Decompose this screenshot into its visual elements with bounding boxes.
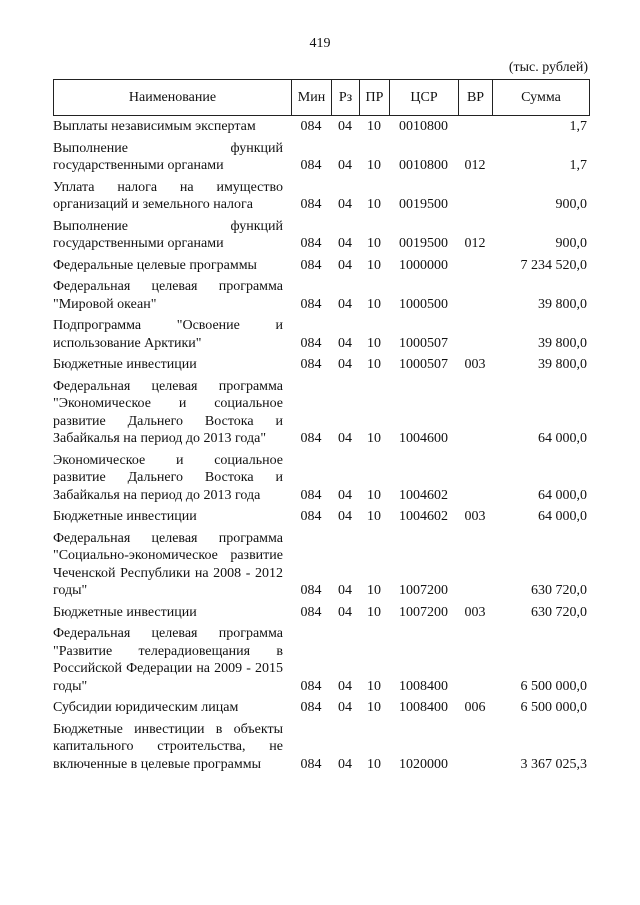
cell-min: 084 (300, 487, 322, 503)
units-label: (тыс. рублей) (508, 60, 588, 75)
header-csr: ЦСР (390, 80, 459, 116)
cell-name: Федеральная целевая программа "Экономическое и социальное развитие Дальнего Востока и Забайкалья на период до 2013 года" (53, 378, 283, 446)
cell-name: Федеральная целевая программа "Мировой океан" (53, 279, 283, 312)
cell-sum: 3 367 025,3 (520, 756, 587, 772)
table-row (53, 218, 589, 253)
cell-sum: 900,0 (555, 236, 587, 251)
table-row (53, 604, 589, 622)
cell-pr: 10 (367, 335, 381, 351)
cell-sum: 900,0 (555, 197, 587, 212)
cell-csr: 1000507 (399, 357, 448, 372)
table-row (53, 140, 589, 175)
cell-min: 084 (300, 296, 322, 312)
cell-name: Субсидии юридическим лицам (53, 700, 239, 715)
cell-csr: 0010800 (399, 158, 448, 173)
cell-min: 084 (300, 335, 322, 351)
cell-name: Бюджетные инвестиции (53, 604, 197, 620)
cell-min: 084 (300, 431, 322, 446)
cell-sum: 630 720,0 (531, 604, 587, 620)
table-row (53, 317, 589, 352)
cell-csr: 0010800 (399, 119, 448, 134)
cell-name: Федеральная целевая программа "Развитие телерадиовещания в Российской Федерации на 2009 - 2015 годы" (53, 626, 283, 694)
cell-csr: 0019500 (399, 236, 448, 251)
cell-rz: 04 (338, 335, 352, 351)
cell-min: 084 (300, 257, 322, 273)
cell-csr: 1020000 (399, 756, 448, 772)
cell-csr: 1000500 (399, 296, 448, 312)
table-row (53, 278, 589, 313)
cell-vr: 003 (464, 604, 486, 620)
cell-pr: 10 (367, 756, 381, 772)
cell-min: 084 (300, 604, 322, 620)
cell-rz: 04 (338, 756, 352, 772)
cell-name: Выполнение функций государственными органами (53, 140, 283, 173)
cell-name: Бюджетные инвестиции (53, 509, 197, 524)
table-row (53, 257, 589, 275)
table-row (53, 356, 589, 374)
cell-min: 084 (300, 236, 322, 251)
cell-sum: 630 720,0 (531, 583, 587, 598)
cell-sum: 6 500 000,0 (520, 700, 587, 715)
table-row (53, 699, 589, 717)
cell-min: 084 (300, 583, 322, 598)
cell-min: 084 (300, 158, 322, 173)
table-header (53, 79, 590, 116)
table-row (53, 378, 589, 448)
header-vr: ВР (459, 80, 493, 116)
cell-csr: 0019500 (399, 197, 448, 212)
cell-vr: 003 (464, 357, 486, 372)
cell-pr: 10 (367, 487, 381, 503)
cell-sum: 64 000,0 (538, 509, 587, 524)
cell-rz: 04 (338, 158, 352, 173)
table-body (53, 118, 589, 773)
cell-rz: 04 (338, 604, 352, 620)
cell-min: 084 (300, 509, 322, 524)
cell-sum: 1,7 (569, 119, 587, 134)
header-pr: ПР (360, 80, 390, 116)
cell-rz: 04 (338, 257, 352, 273)
cell-csr: 1008400 (399, 678, 448, 694)
cell-pr: 10 (367, 357, 381, 372)
table-row (53, 625, 589, 695)
cell-name: Уплата налога на имущество организаций и земельного налога (53, 179, 283, 212)
table-row (53, 179, 589, 214)
cell-pr: 10 (367, 583, 381, 598)
cell-sum: 1,7 (569, 158, 587, 173)
cell-pr: 10 (367, 236, 381, 251)
cell-name: Федеральная целевая программа "Социально-экономическое развитие Чеченской Республики на 2008 - 2012 годы" (53, 530, 283, 598)
cell-csr: 1007200 (399, 604, 448, 620)
cell-sum: 6 500 000,0 (520, 678, 587, 694)
cell-csr: 1004602 (399, 509, 448, 524)
header-sum: Сумма (493, 80, 590, 116)
cell-rz: 04 (338, 700, 352, 715)
cell-vr: 012 (464, 158, 486, 173)
cell-pr: 10 (367, 678, 381, 694)
table-row (53, 721, 589, 774)
cell-rz: 04 (338, 509, 352, 524)
cell-sum: 39 800,0 (538, 296, 587, 312)
cell-rz: 04 (338, 357, 352, 372)
cell-pr: 10 (367, 431, 381, 446)
cell-pr: 10 (367, 509, 381, 524)
cell-vr: 006 (464, 700, 486, 715)
cell-rz: 04 (338, 678, 352, 694)
cell-min: 084 (300, 197, 322, 212)
cell-pr: 10 (367, 296, 381, 312)
cell-pr: 10 (367, 197, 381, 212)
cell-name: Выполнение функций государственными органами (53, 218, 283, 251)
header-name: Наименование (54, 80, 292, 116)
table-row (53, 118, 589, 136)
cell-rz: 04 (338, 583, 352, 598)
cell-min: 084 (300, 357, 322, 372)
table-row (53, 452, 589, 505)
cell-pr: 10 (367, 119, 381, 134)
cell-rz: 04 (338, 236, 352, 251)
cell-rz: 04 (338, 431, 352, 446)
cell-csr: 1000000 (399, 257, 448, 273)
cell-name: Подпрограмма "Освоение и использование Арктики" (53, 318, 283, 351)
cell-rz: 04 (338, 197, 352, 212)
cell-pr: 10 (367, 604, 381, 620)
cell-name: Выплаты независимым экспертам (53, 119, 256, 134)
cell-rz: 04 (338, 487, 352, 503)
cell-name: Экономическое и социальное развитие Дальнего Востока и Забайкалья на период до 2013 года (53, 452, 283, 503)
cell-min: 084 (300, 678, 322, 694)
cell-name: Бюджетные инвестиции в объекты капитального строительства, не включенные в целевые программы (53, 721, 283, 772)
cell-csr: 1007200 (399, 583, 448, 598)
cell-csr: 1000507 (399, 335, 448, 351)
cell-csr: 1004600 (399, 431, 448, 446)
cell-csr: 1004602 (399, 487, 448, 503)
header-min: Мин (292, 80, 332, 116)
cell-rz: 04 (338, 119, 352, 134)
cell-pr: 10 (367, 158, 381, 173)
cell-min: 084 (300, 756, 322, 772)
table-row (53, 508, 589, 526)
header-rz: Рз (332, 80, 360, 116)
cell-min: 084 (300, 119, 322, 134)
cell-pr: 10 (367, 257, 381, 273)
cell-sum: 39 800,0 (538, 335, 587, 351)
cell-sum: 39 800,0 (538, 357, 587, 372)
cell-pr: 10 (367, 700, 381, 715)
cell-rz: 04 (338, 296, 352, 312)
cell-sum: 64 000,0 (538, 487, 587, 503)
cell-name: Федеральные целевые программы (53, 257, 257, 273)
table-row (53, 530, 589, 600)
cell-vr: 003 (464, 509, 486, 524)
cell-min: 084 (300, 700, 322, 715)
page-number: 419 (309, 36, 331, 51)
cell-sum: 7 234 520,0 (520, 257, 587, 273)
cell-vr: 012 (464, 236, 486, 251)
cell-name: Бюджетные инвестиции (53, 357, 197, 372)
cell-csr: 1008400 (399, 700, 448, 715)
cell-sum: 64 000,0 (538, 431, 587, 446)
